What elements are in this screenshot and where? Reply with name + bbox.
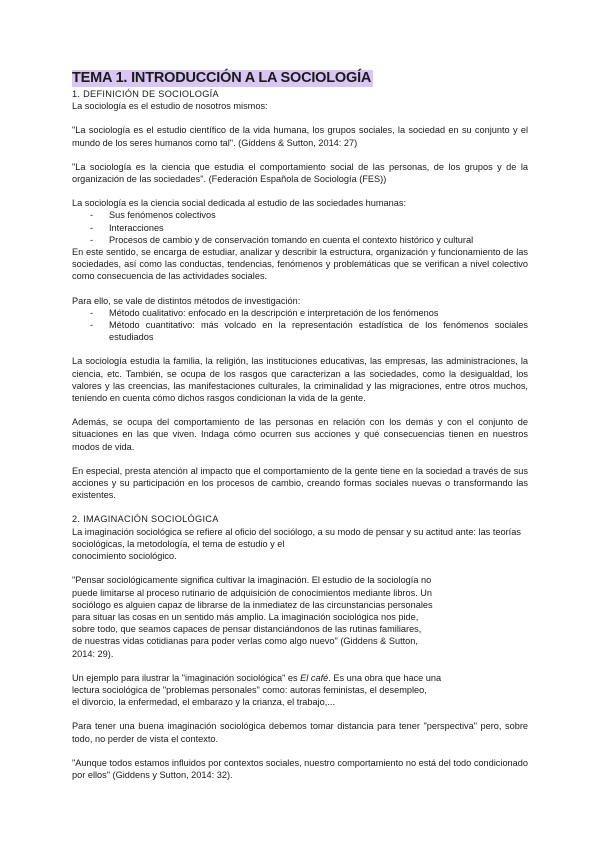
quote-line: "Pensar sociológicamente significa cultivar la imaginación. El estudio de la sociología no (72, 575, 432, 586)
book-title: El café (300, 672, 329, 683)
document-title: TEMA 1. INTRODUCCIÓN A LA SOCIOLOGÍA (72, 70, 372, 86)
example-line: el divorcio, la enfermedad, el embarazo y la crianza, el trabajo,... (72, 697, 335, 708)
studies-list (72, 209, 528, 246)
distance-paragraph: Para tener una buena imaginación sociológica debemos tomar distancia para tener "perspectiva" pero, sobre todo, no perder de vista el contexto. (72, 721, 528, 744)
section-1-heading: 1. DEFINICIÓN DE SOCIOLOGÍA (72, 89, 219, 99)
studies-paragraph: En este sentido, se encarga de estudiar, analizar y describir la estructura, organización y funcionamiento de las sociedades, así como las conductas, tendencias, fenómenos y problemáticas que se verifican a nivel colectivo como consecuencia de las actividades sociales. (72, 247, 528, 282)
quote-line: para situar las cosas en un sentido más amplio. La imaginación sociológica nos pide, (72, 611, 419, 622)
methods-list (72, 307, 528, 344)
impact-paragraph: En especial, presta atención al impacto que el comportamiento de la gente tiene en la sociedad a través de sus acciones y su participación en los procesos de cambio, creando formas sociales nuevas o transformando las existentes. (72, 465, 528, 501)
example-prefix: Un ejemplo para ilustrar la "imaginación sociológica" es (72, 672, 301, 683)
list-item: - Método cuantitativo: más volcado en la representación estadística de los fenómenos sociales estudiados (72, 319, 528, 343)
behavior-paragraph: Además, se ocupa del comportamiento de las personas en relación con los demás y con el conjunto de situaciones en las que viven. Indaga cómo ocurren sus acciones y qué consecuencias tienen en nuestros modos de vida. (72, 417, 528, 452)
quote-line: de nuestras vidas cotidianas para poder verlas como algo nuevo" (Giddens & Sutton, (72, 636, 418, 647)
example-line (72, 672, 528, 684)
quote-line: sociólogo es alguien capaz de librarse de la inmediatez de las circunstancias personales (72, 599, 433, 610)
list-item: - Procesos de cambio y de conservación tomando en cuenta el contexto histórico y cultural (72, 234, 528, 246)
final-quote: "Aunque todos estamos influidos por contextos sociales, nuestro comportamiento no está del todo condicionado por ellos" (Giddens y Sutton, 2014: 32). (72, 757, 528, 780)
example-line: lectura sociológica de "problemas personales" como: autoras feministas, el desempleo, (72, 684, 427, 695)
quote-giddens: "La sociología es el estudio científico de la vida humana, los grupos sociales, la sociedad en su conjunto y el mundo de los seres humanos como tal". (Giddens & Sutton, 2014: 27) (72, 125, 528, 148)
list-item: - Sus fenómenos colectivos (72, 209, 528, 221)
example-paragraph (72, 672, 528, 709)
imagination-intro-line: sociológicas, la metodología, el tema de estudio y el (72, 538, 285, 549)
imagination-quote (72, 574, 528, 659)
section-1-intro: La sociología es el estudio de nosotros mismos: (72, 101, 268, 112)
example-suffix: . Es una obra que hace una (328, 672, 442, 683)
methods-intro: Para ello, se vale de distintos métodos de investigación: (72, 295, 301, 306)
institutions-paragraph: La sociología estudia la familia, la religión, las instituciones educativas, las empresas, las administraciones, la ciencia, etc. También, se ocupa de los rasgos que caracterizan a las sociedades, como la desigualdad, los valores y las creencias, las manifestaciones culturales, la criminalidad y las migraciones, entre otros muchos, teniendo en cuenta cómo dichos rasgos condicionan la vida de la gente. (72, 356, 528, 404)
section-2-heading: 2. IMAGINACIÓN SOCIOLÓGICA (72, 514, 219, 525)
list-item: - Método cualitativo: enfocado en la descripción e interpretación de los fenómenos (72, 307, 528, 319)
list-item: - Interacciones (72, 222, 528, 234)
imagination-intro-line: conocimiento sociológico. (72, 551, 177, 562)
quote-line: 2014: 29). (72, 648, 114, 659)
quote-line: sobre todo, que seamos capaces de pensar distanciándonos de las rutinas familiares, (72, 624, 422, 635)
quote-fes: "La sociología es la ciencia que estudia el comportamiento social de las personas, de los grupos y de la organización de las sociedades". (Federación Española de Sociología (FES)) (72, 161, 528, 185)
imagination-intro-line: La imaginación sociológica se refiere al oficio del sociólogo, a su modo de pensar y su actitud ante: las teorías (72, 526, 521, 537)
quote-line: puede limitarse al proceso rutinario de adquisición de conocimientos mediante libros. Un (72, 587, 433, 598)
studies-intro: La sociología es la ciencia social dedicada al estudio de las sociedades humanas: (72, 198, 407, 209)
